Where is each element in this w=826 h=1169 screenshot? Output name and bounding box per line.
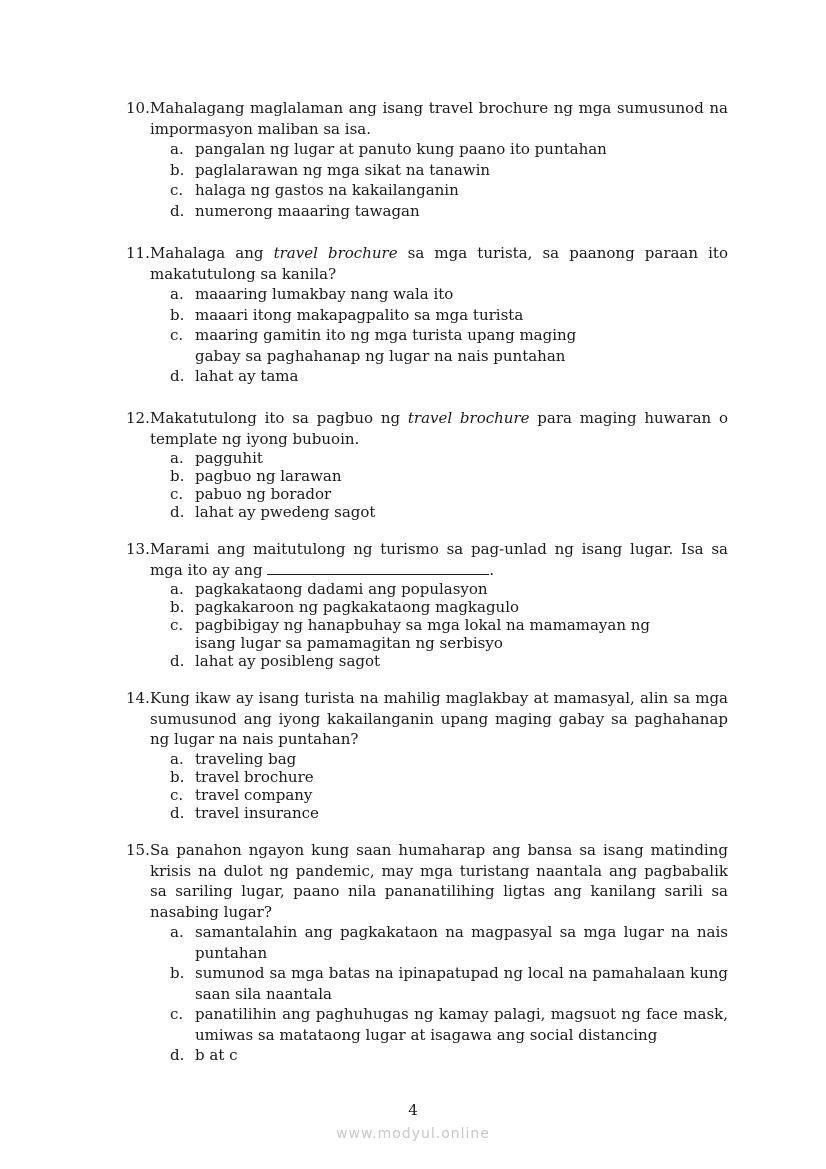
stem-part-italic: travel brochure [273, 244, 398, 262]
choice-text: pangalan ng lugar at panuto kung paano ito puntahan [195, 140, 607, 158]
choice-text: traveling bag [195, 749, 297, 768]
choice-letter: d. [170, 652, 185, 670]
choice-letter: c. [170, 785, 184, 804]
choice-item [170, 485, 728, 503]
question-text: Mahalagang maglalaman ang isang travel brochure ng mga sumusunod na impormasyon maliban sa isa. [150, 99, 728, 138]
choice-text: maaaring lumakbay nang wala ito [195, 285, 454, 303]
question-15 [126, 840, 728, 1066]
stem-part: para maging huwaran o template ng iyong bubuoin. [150, 409, 729, 448]
choice-text: sumunod sa mga batas na ipinapatupad ng local na pamahalaan kung saan sila naantala [195, 964, 728, 1003]
choice-text: pagbuo ng larawan [195, 467, 342, 485]
choice-letter: d. [170, 367, 185, 385]
choice-item [170, 750, 728, 768]
choice-item [170, 160, 728, 181]
question-number: 11. [126, 244, 150, 262]
choice-text: pagkakataong dadami ang populasyon [195, 580, 488, 598]
choice-item [170, 786, 728, 804]
choice-text: halaga ng gastos na kakailanganin [195, 181, 459, 199]
choice-letter: b. [170, 767, 185, 786]
choice-letter: b. [170, 598, 185, 616]
question-number: 15. [126, 841, 150, 859]
choice-text: lahat ay pwedeng sagot [195, 503, 376, 521]
question-number: 10. [126, 99, 150, 117]
choice-letter: c. [170, 181, 184, 199]
question-10 [126, 98, 728, 221]
question-number: 12. [126, 409, 150, 427]
choice-text: pagbibigay ng hanapbuhay sa mga lokal na mamamayan ng isang lugar sa pamamagitan ng serbisyo [195, 616, 651, 652]
choice-list [170, 284, 728, 387]
page-number: 4 [408, 1101, 418, 1119]
question-12 [126, 408, 728, 521]
question-14 [126, 688, 728, 822]
stem-part: Makatutulong ito sa pagbuo ng [150, 409, 408, 427]
choice-item [170, 139, 728, 160]
choice-item [170, 580, 728, 598]
choice-letter: a. [170, 285, 184, 303]
answer-blank [267, 560, 489, 575]
choice-item [170, 449, 728, 467]
stem-end: . [489, 560, 495, 579]
question-stem [126, 98, 728, 139]
choice-item [170, 1004, 728, 1045]
choice-list [170, 580, 728, 670]
choice-item [170, 325, 728, 366]
question-stem [126, 243, 728, 284]
choice-item [170, 922, 728, 963]
choice-text: numerong maaaring tawagan [195, 201, 420, 220]
choice-text: travel brochure [195, 767, 314, 786]
choice-item [170, 616, 728, 652]
choice-letter: a. [170, 923, 184, 941]
question-13 [126, 539, 728, 670]
choice-letter: d. [170, 503, 185, 521]
question-text: Kung ikaw ay isang turista na mahilig maglakbay at mamasyal, alin sa mga sumusunod ang iyong kakailanganin upang maging gabay sa paghahanap ng lugar na nais puntahan? [150, 689, 728, 748]
question-11 [126, 243, 728, 387]
choice-letter: b. [170, 305, 185, 324]
choice-item [170, 180, 728, 201]
choice-letter: a. [170, 449, 184, 467]
choice-text: samantalahin ang pagkakataon na magpasyal sa mga lugar na nais puntahan [195, 923, 728, 962]
question-stem [126, 840, 728, 922]
choice-text: paglalarawan ng mga sikat na tanawin [195, 160, 491, 179]
choice-letter: d. [170, 201, 185, 220]
choice-letter: d. [170, 803, 185, 822]
choice-text: maaring gamitin ito ng mga turista upang maging gabay sa paghahanap ng lugar na nais puntahan [195, 326, 577, 365]
choice-list [170, 750, 728, 822]
choice-item [170, 768, 728, 786]
choice-item [170, 963, 728, 1004]
stem-part: sa mga turista, sa paanong paraan ito makatutulong sa kanila? [150, 244, 728, 283]
question-number: 13. [126, 540, 150, 558]
choice-letter: c. [170, 485, 184, 503]
question-text [150, 408, 728, 449]
choice-letter: a. [170, 580, 184, 598]
choice-text: travel insurance [195, 803, 319, 822]
choice-item [170, 503, 728, 521]
question-stem [126, 539, 728, 580]
choice-item [170, 804, 728, 822]
choice-item [170, 201, 728, 222]
choice-letter: c. [170, 616, 184, 634]
stem-part: Mahalaga ang [150, 244, 274, 262]
choice-text: pagkakaroon ng pagkakataong magkagulo [195, 598, 520, 616]
choice-letter: c. [170, 326, 184, 344]
choice-item [170, 652, 728, 670]
choice-letter: d. [170, 1046, 185, 1064]
choice-text: panatilihin ang paghuhugas ng kamay palagi, magsuot ng face mask, umiwas sa matataong lugar at isagawa ang social distancing [195, 1005, 728, 1044]
choice-text: travel company [195, 785, 313, 804]
choice-item [170, 598, 728, 616]
question-text: Sa panahon ngayon kung saan humaharap ang bansa sa isang matinding krisis na dulot ng pandemic, may mga turistang naantala ang pagbabalik sa sariling lugar, paano nila pananatilihing ligtas ang kanilang sarili sa nasabing lugar? [150, 841, 728, 921]
choice-text: pabuo ng borador [195, 485, 332, 503]
choice-text: lahat ay tama [195, 367, 299, 385]
choice-letter: b. [170, 467, 185, 485]
stem-part: Marami ang maitutulong ng turismo sa pag-unlad ng isang lugar. Isa sa mga ito ay ang [150, 540, 728, 579]
watermark: www.modyul.online [336, 1126, 490, 1142]
choice-list [170, 139, 728, 221]
choice-text: pagguhit [195, 449, 263, 467]
choice-text: b at c [195, 1046, 238, 1064]
choice-text: maaari itong makapagpalito sa mga turista [195, 305, 524, 324]
choice-letter: b. [170, 964, 185, 982]
choice-item [170, 305, 728, 326]
choice-letter: a. [170, 140, 184, 158]
choice-item [170, 366, 728, 387]
question-stem [126, 408, 728, 449]
choice-item [170, 467, 728, 485]
choice-item [170, 1045, 728, 1066]
choice-letter: a. [170, 749, 184, 768]
stem-part-italic: travel brochure [407, 409, 530, 427]
choice-item [170, 284, 728, 305]
question-stem [126, 688, 728, 750]
choice-letter: c. [170, 1005, 184, 1023]
choice-text: lahat ay posibleng sagot [195, 652, 381, 670]
question-text [150, 539, 728, 580]
choice-list [170, 449, 728, 521]
question-number: 14. [126, 689, 150, 707]
choice-letter: b. [170, 160, 185, 179]
question-text [150, 243, 728, 284]
choice-list [170, 922, 728, 1066]
